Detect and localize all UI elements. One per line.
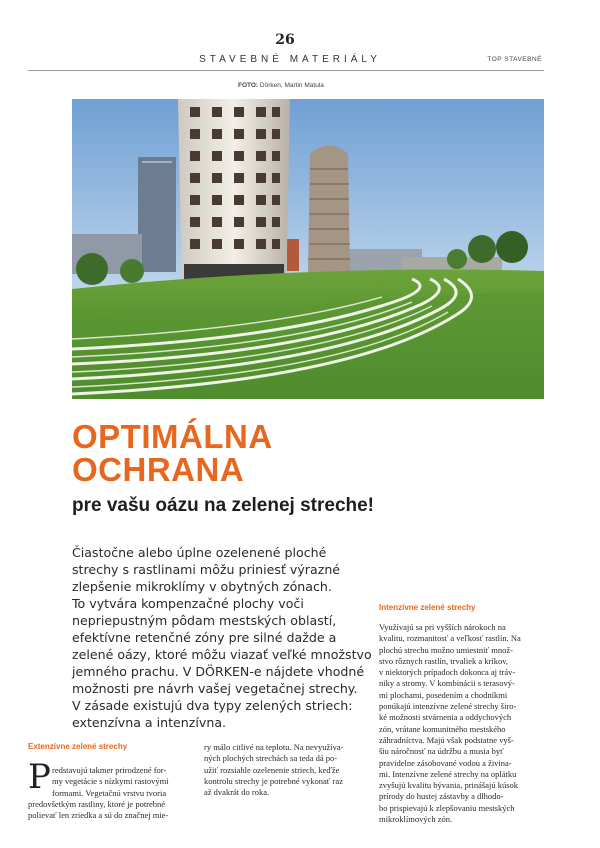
body-line: až dvakrát do roka. (204, 787, 270, 798)
lead-line: extenzívna a intenzívna. (72, 715, 227, 730)
body-line: zón, vrátane komunitného mestského (379, 723, 506, 734)
title-line-2: OCHRANA (72, 451, 245, 488)
body-line: v niektorých prípadoch dokonca aj tráv- (379, 667, 516, 678)
title-line-1: OPTIMÁLNA (72, 418, 273, 455)
body-line: šiu náročnosť na údržbu a musia byť (379, 746, 504, 757)
lead-line: V zásade existujú dva typy zelených striech: (72, 698, 353, 713)
body-line: my vegetácie s nízkymi rastovými (52, 776, 169, 787)
lead-line: efektívne retenčné zóny pre silné dažde a (72, 630, 337, 645)
lead-line: nepriepustným pôdam mestských oblastí, (72, 613, 337, 628)
intensive-column (379, 622, 544, 825)
photo-credit-label: FOTO: (238, 82, 259, 89)
body-line: užiť rozsiahle ozelenenie striech, keďže (204, 764, 340, 775)
intensive-heading: Intenzívne zelené strechy (379, 603, 476, 612)
body-line: kvalitu, rozmanitosť a veľkosť rastlín. Na (379, 633, 521, 644)
body-line: niky a stromy. V kombinácii s terasový- (379, 678, 515, 689)
photo-credit-names: Dörken, Martin Matula (259, 82, 324, 89)
drop-cap: P (28, 757, 51, 797)
body-line: zvyšujú kvalitu bývania, prinášajú kúsok (379, 780, 519, 791)
body-line: ké možnosti stvárnenia a oddychových (379, 712, 512, 723)
lead-line: strechy s rastlinami môžu priniesť výrazné (72, 562, 341, 577)
body-line: bo prispievajú k zlepšovaniu mestských (379, 802, 515, 813)
hero-photo-illustration (72, 99, 544, 399)
body-line: redstavujú takmer prirodzené for- (52, 765, 167, 775)
lead-line: zelené oázy, ktoré môžu viazať veľké množstvo (72, 647, 372, 662)
body-line: záhradníctva. Majú však podstatne vyš- (379, 734, 514, 745)
subtitle: pre vašu oázu na zelenej streche! (72, 495, 375, 516)
lead-paragraph (72, 544, 372, 731)
lead-line: Čiastočne alebo úplne ozelenené ploché (72, 545, 327, 560)
body-line: ných plochých strechách sa teda dá po- (204, 753, 338, 764)
body-line: formami. Vegetačnú vrstvu tvoria (52, 787, 167, 798)
header-rule (28, 70, 544, 71)
body-line: predovšetkým rastliny, ktoré je potrebné (28, 798, 166, 809)
body-line: mikroklímových zón. (379, 814, 453, 825)
extensive-heading: Extenzívne zelené strechy (28, 742, 128, 751)
page-title (72, 420, 273, 486)
body-line: ry málo citlivé na teplotu. Na nevyužíva- (204, 742, 344, 752)
extensive-column-1 (28, 765, 193, 821)
hero-photo (72, 99, 544, 399)
brand-label: TOP STAVEBNÉ (487, 56, 542, 63)
body-line: ponúkajú intenzívne zelené strechy širo- (379, 701, 517, 712)
lead-line: možnosti pre návrh vašej vegetačnej strechy. (72, 681, 358, 696)
lead-line: To vytvára kompenzačné plochy voči (72, 596, 304, 611)
body-line: kontrolu strechy je potrebné vykonať raz (204, 775, 343, 786)
section-title: STAVEBNÉ MATERIÁLY (199, 54, 381, 65)
body-line: prírody do hustej zástavby a dlhodo- (379, 791, 504, 802)
body-line: polievať len zriedka a sú do značnej mie- (28, 810, 169, 821)
body-line: mi plochami, posedením a chodníkmi (379, 689, 508, 700)
body-line: Využívajú sa pri vyšších nárokoch na (379, 622, 506, 632)
photo-credit (238, 82, 324, 89)
body-line: plochú strechu možno umiestniť množ- (379, 644, 513, 655)
page-number: 26 (275, 32, 295, 48)
body-line: pravidelne zásobované vodou a živina- (379, 757, 512, 768)
lead-line: jemného prachu. V DÖRKEN-e nájdete vhodné (72, 664, 365, 679)
body-line: mi. Intenzívne zelené strechy na oplátku (379, 768, 517, 779)
lead-line: zlepšenie mikroklímy v obytných zónach. (72, 579, 332, 594)
extensive-column-2 (204, 742, 368, 798)
body-line: stvo rôznych rastlín, trvaliek a kríkov, (379, 655, 509, 666)
